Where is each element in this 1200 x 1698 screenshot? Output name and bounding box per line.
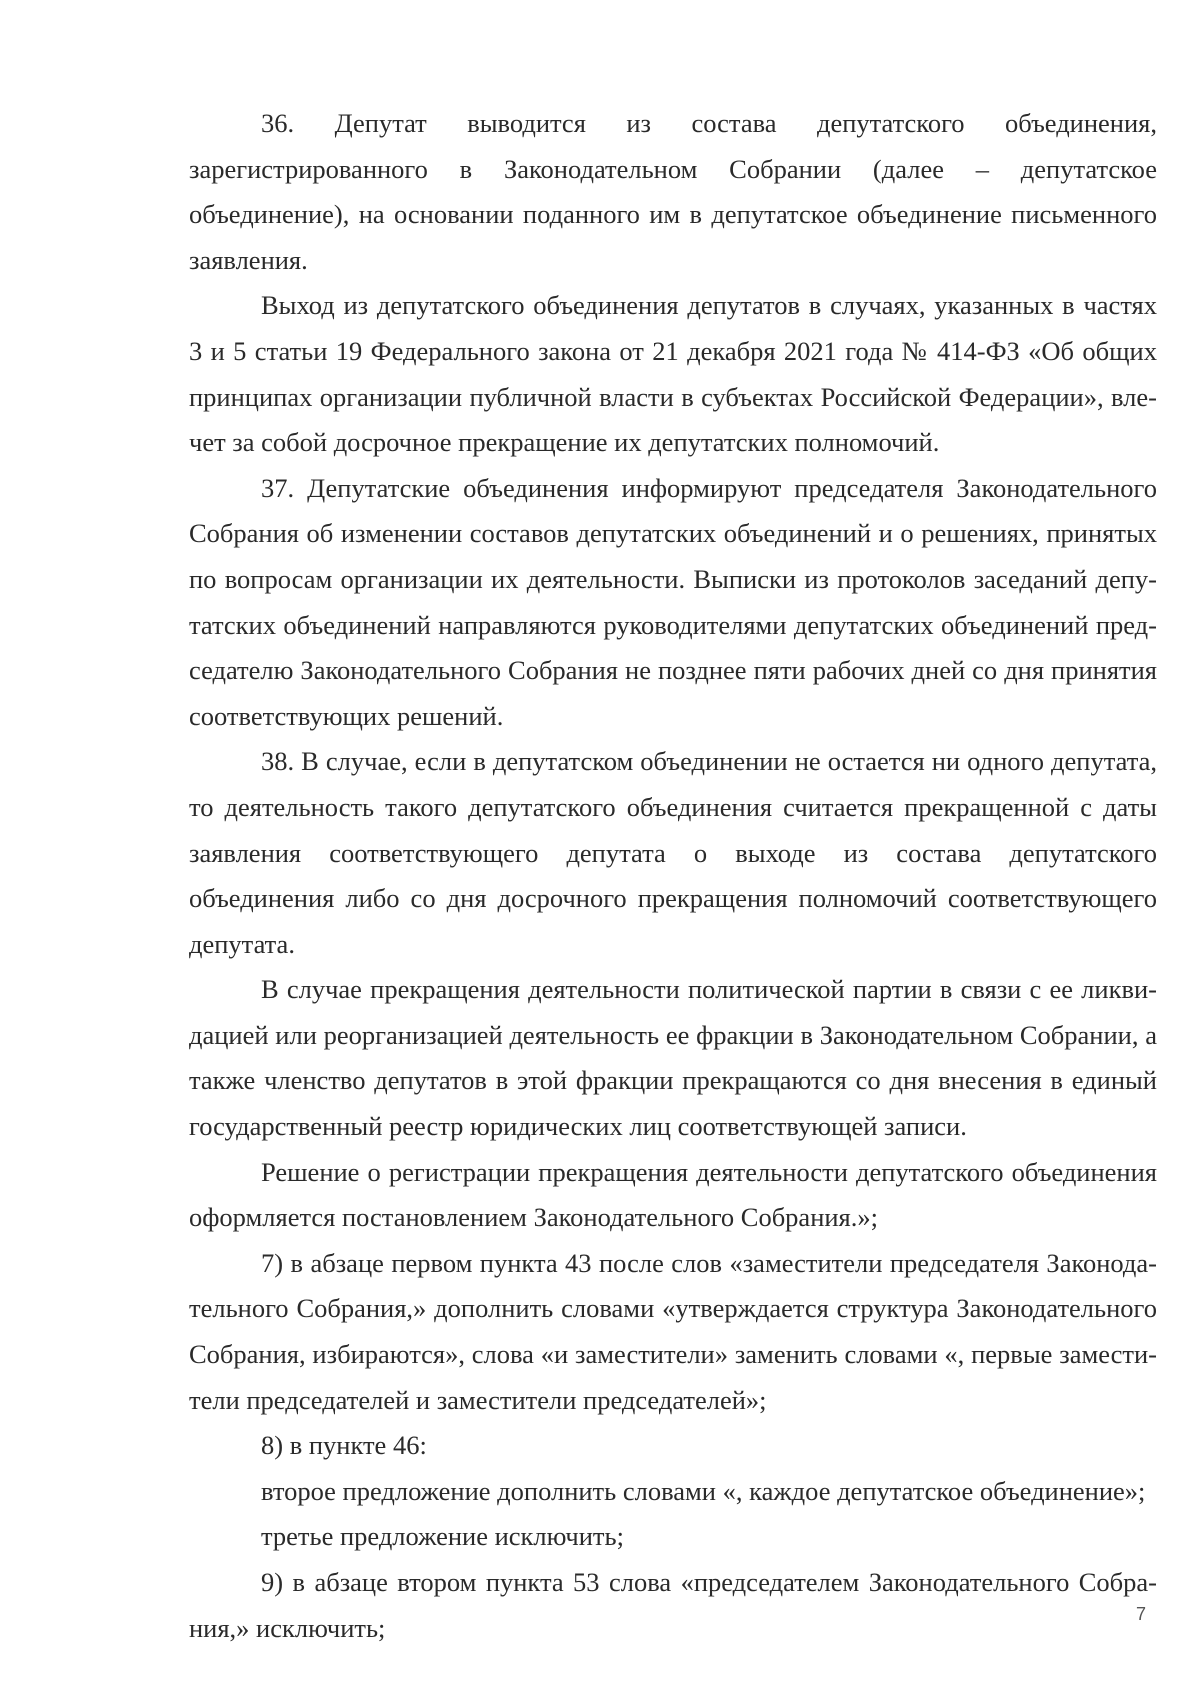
paragraph-item-9: 9) в абзаце втором пункта 53 слова «председателем Законодательного Собрания,» исключить; [189,1567,1157,1643]
document-body [189,101,1157,1651]
paragraph-38: 38. В случае, если в депутатском объединении не остается ни одного депутата, то деятельность такого депутатского объединения считается прекращенной с даты заявления соответствующего депутата о выходе из состава депутатского объединения либо со дня досрочного прекращения полномочий соответствующего депутата. [189,746,1157,959]
paragraph-37: 37. Депутатские объединения информируют председателя Законодательного Собрания об изменении составов депутатских объединений и о решениях, принятых по вопросам организации их деятельности. Выписки из протоколов заседаний депутатских объединений направляются руководителями депутатских объединений председателю Законодательного Собрания не позднее пяти рабочих дней со дня принятия соответствующих решений. [189,472,1157,731]
paragraph-registration-decision: Решение о регистрации прекращения деятельности депутатского объединения оформляется постановлением Законодательного Собрания.»; [189,1156,1157,1233]
paragraph-item-7: 7) в абзаце первом пункта 43 после слов «заместители председателя Законодательного Собрания,» дополнить словами «утверждается структура Законодательного Собрания, избираются», слова «и заместители» заменить словами «, первые заместители председателей и заместители председателей»; [189,1247,1157,1415]
paragraph-item-8-second-sentence: второе предложение дополнить словами «, каждое депутатское объединение»; [261,1475,1146,1506]
page-number: 7 [1136,1604,1147,1624]
paragraph-36: 36. Депутат выводится из состава депутатского объединения, зарегистрированного в Законодательном Собрании (далее – депутатское объединение), на основании поданного им в депутатское объединение письменного заявления. [189,108,1157,275]
paragraph-item-8-third-sentence: третье предложение исключить; [261,1521,624,1552]
paragraph-party-termination: В случае прекращения деятельности политической партии в связи с ее ликвидацией или реорганизацией деятельность ее фракции в Законодательном Собрании, а также членство депутатов в этой фракции прекращаются со дня внесения в единый государственный реестр юридических лиц соответствующей записи. [189,974,1157,1142]
paragraph-item-8: 8) в пункте 46: [261,1430,427,1461]
paragraph-exit-from-association: Выход из депутатского объединения депутатов в случаях, указанных в частях 3 и 5 статьи 19 Федерального закона от 21 декабря 2021 года № 414-ФЗ «Об общих принципах организации публичной власти в субъектах Российской Федерации», влечет за собой досрочное прекращение их депутатских полномочий. [189,290,1157,458]
